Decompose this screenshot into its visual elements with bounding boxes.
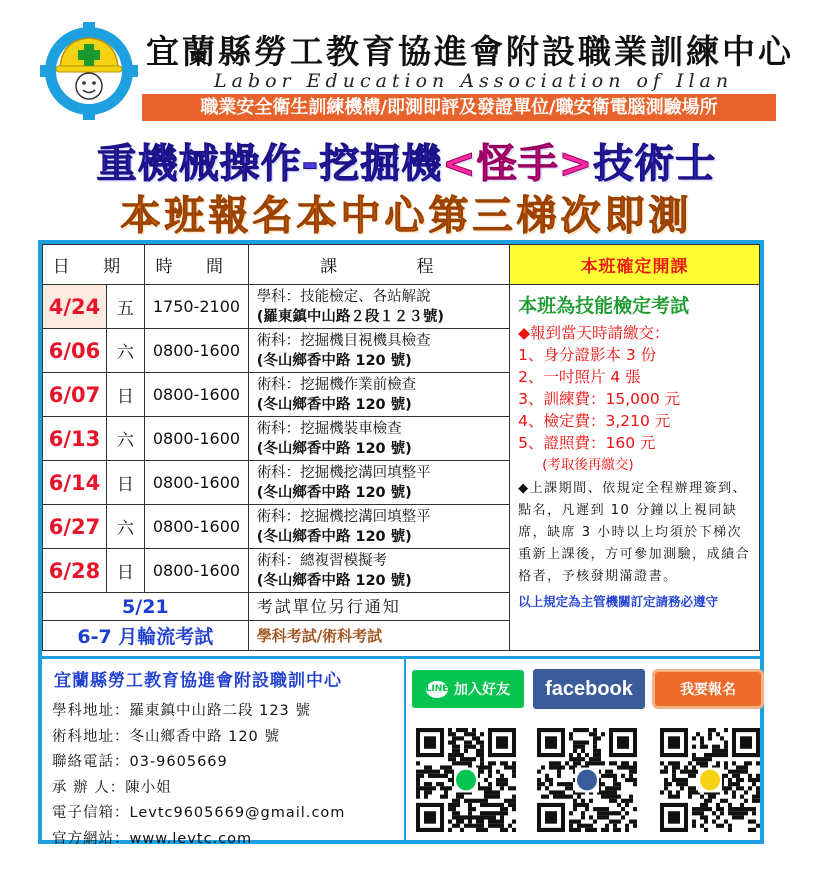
row-time: 0800-1600 xyxy=(144,373,248,417)
row-time: 0800-1600 xyxy=(144,461,248,505)
row-course xyxy=(248,417,509,461)
fee-item: 4、檢定費：3,210 元 xyxy=(518,412,671,430)
course-subject: 術科：挖掘機挖溝回填整平 xyxy=(256,508,431,525)
row-time: 0800-1600 xyxy=(144,505,248,549)
register-button[interactable]: 我要報名 xyxy=(655,672,761,706)
header-course: 課 程 xyxy=(248,245,509,285)
course-location: (冬山鄉香中路 120 號) xyxy=(256,396,412,413)
exam-types: 學科考試/術科考試 xyxy=(248,621,509,651)
row-time: 0800-1600 xyxy=(144,549,248,593)
line-qr-code[interactable] xyxy=(416,728,516,832)
line-icon: LINE xyxy=(426,681,448,698)
logo-icon xyxy=(700,770,720,791)
schedule-header-row xyxy=(43,245,760,285)
fee-item: 5、證照費：160 元 xyxy=(518,434,656,452)
row-date: 6/06 xyxy=(43,329,107,373)
row-course xyxy=(248,549,509,593)
course-location: (冬山鄉香中路 120 號) xyxy=(256,528,412,545)
registration-qr-code[interactable] xyxy=(660,728,760,832)
course-title xyxy=(0,132,813,189)
classroom-address: 學科地址：羅東鎮中山路二段 123 號 xyxy=(52,703,311,719)
row-course xyxy=(248,329,509,373)
exam-date: 5/21 xyxy=(43,593,249,621)
course-subject: 術科：挖掘機作業前檢查 xyxy=(256,376,417,393)
row-course xyxy=(248,285,509,329)
row-weekday: 六 xyxy=(106,417,144,461)
fee-item: 2、一吋照片 4 張 xyxy=(518,368,641,386)
row-weekday: 日 xyxy=(106,549,144,593)
line-icon xyxy=(456,770,476,791)
facebook-button[interactable]: facebook xyxy=(533,669,645,709)
organization-tagline: 職業安全衛生訓練機構/即測即評及發證單位/職安衛電腦測驗場所 xyxy=(142,94,776,121)
header-time: 時 間 xyxy=(144,245,248,285)
table-row xyxy=(43,285,760,329)
course-subject: 術科：挖掘機裝車檢查 xyxy=(256,420,402,437)
website-url[interactable]: 官方網站：www.levtc.com xyxy=(52,830,253,847)
header-date: 日 期 xyxy=(43,245,145,285)
course-title-part-c: 技術士 xyxy=(593,141,717,187)
fee-item: 1、身分證影本 3 份 xyxy=(518,346,657,364)
email-address[interactable]: 電子信箱：Levtc9605669@gmail.com xyxy=(52,805,346,822)
attendance-rules: ◆上課期間、依規定全程辦理簽到、點名，凡遲到 10 分鐘以上視同缺席，缺席 3 小時以上均須於下梯次重新上課後，方可參加測驗，成績合格者，予核發期滿證書。 xyxy=(518,481,751,584)
contact-info xyxy=(42,658,404,847)
course-location: (羅東鎮中山路２段１２３號) xyxy=(256,308,444,325)
footer-title: 宜蘭縣勞工教育協進會附設職訓中心 xyxy=(54,671,342,691)
facebook-qr-code[interactable] xyxy=(537,728,637,832)
course-subject: 術科：挖掘機目視機具檢查 xyxy=(256,332,431,349)
course-subject: 術科：挖掘機挖溝回填整平 xyxy=(256,464,431,481)
row-time: 0800-1600 xyxy=(144,329,248,373)
schedule-table xyxy=(42,244,760,651)
course-location: (冬山鄉香中路 120 號) xyxy=(256,484,412,501)
course-confirmed-badge: 本班確定開課 xyxy=(510,245,760,285)
row-weekday: 日 xyxy=(106,461,144,505)
organization-logo xyxy=(40,22,138,120)
row-time: 1750-2100 xyxy=(144,285,248,329)
row-weekday: 日 xyxy=(106,373,144,417)
exam-period: 6-7 月輪流考試 xyxy=(43,621,249,651)
course-subject: 術科：總複習模擬考 xyxy=(256,552,388,569)
course-location: (冬山鄉香中路 120 號) xyxy=(256,440,412,457)
course-subtitle: 本班報名本中心第三梯次即測 xyxy=(120,193,693,239)
notice-title: 本班為技能檢定考試 xyxy=(518,295,690,317)
practice-address: 術科地址：冬山鄉香中路 120 號 xyxy=(52,728,280,745)
course-subject: 學科：技能檢定、各站解說 xyxy=(256,288,431,305)
row-date: 6/13 xyxy=(43,417,107,461)
row-date: 6/27 xyxy=(43,505,107,549)
row-date: 4/24 xyxy=(43,285,107,329)
row-course xyxy=(248,373,509,417)
contact-person: 承 辦 人：陳小姐 xyxy=(52,779,172,796)
facebook-icon xyxy=(577,770,597,791)
row-course xyxy=(248,505,509,549)
course-location: (冬山鄉香中路 120 號) xyxy=(256,572,412,589)
notice-panel xyxy=(510,285,760,651)
row-weekday: 五 xyxy=(106,285,144,329)
footer-separator xyxy=(404,658,406,840)
course-title-part-a: 重機械操作-挖掘機 xyxy=(96,141,443,187)
row-weekday: 六 xyxy=(106,505,144,549)
row-date: 6/07 xyxy=(43,373,107,417)
rule-statement: 以上規定為主管機關訂定請務必遵守 xyxy=(518,594,719,609)
exam-note: 考試單位另行通知 xyxy=(248,593,509,621)
course-location: (冬山鄉香中路 120 號) xyxy=(256,352,412,369)
row-date: 6/14 xyxy=(43,461,107,505)
phone-number: 聯絡電話：03-9605669 xyxy=(52,754,228,771)
row-weekday: 六 xyxy=(106,329,144,373)
fees-note: (考取後再繳交) xyxy=(542,457,634,473)
fees-header: ◆報到當天時請繳交： xyxy=(518,324,670,342)
organization-name: 宜蘭縣勞工教育協進會附設職業訓練中心 xyxy=(146,32,794,71)
row-date: 6/28 xyxy=(43,549,107,593)
organization-name-english: Labor Education Association of Ilan xyxy=(214,70,734,92)
line-add-friend-button[interactable] xyxy=(412,670,524,708)
course-title-highlight: <怪手> xyxy=(442,141,594,187)
row-course xyxy=(248,461,509,505)
line-button-label: 加入好友 xyxy=(454,682,510,698)
fee-item: 3、訓練費：15,000 元 xyxy=(518,390,681,408)
row-time: 0800-1600 xyxy=(144,417,248,461)
